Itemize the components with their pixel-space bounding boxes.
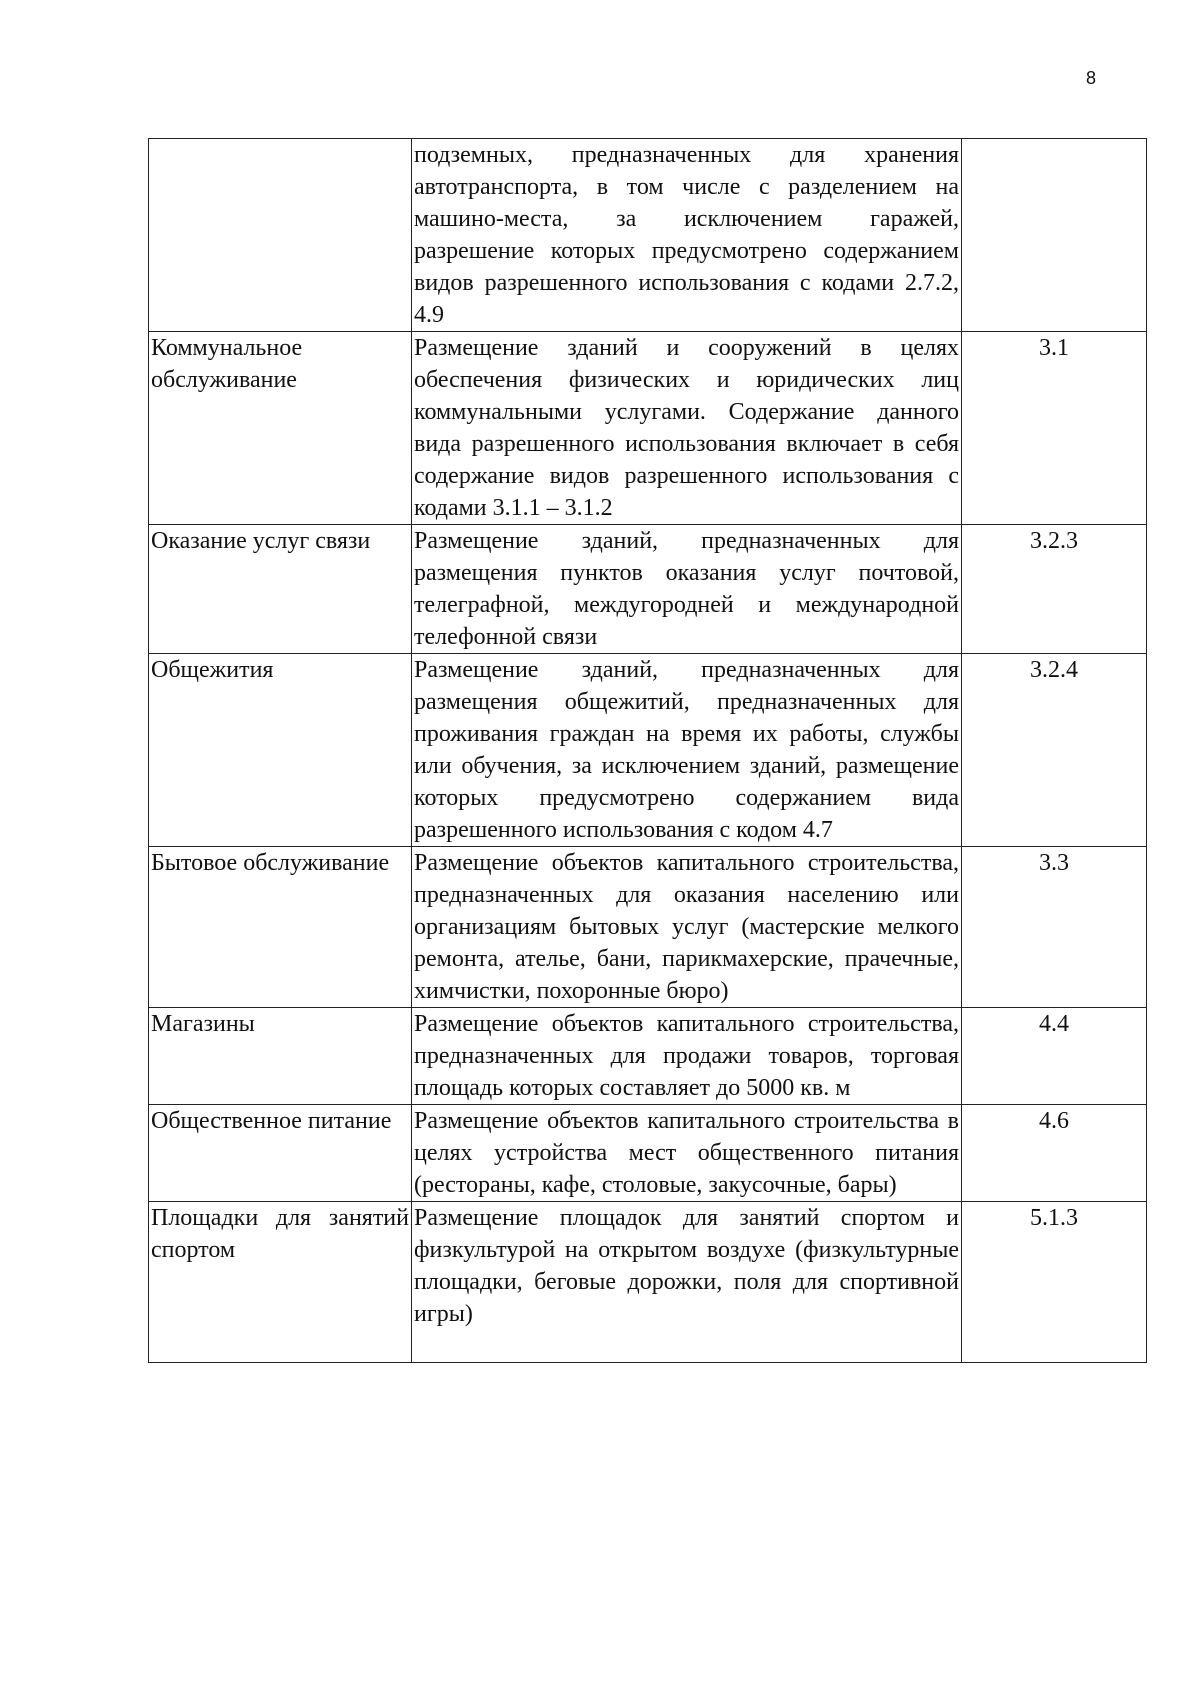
use-type-description: Размещение объектов капитального строительства в целях устройства мест общественного питания (рестораны, кафе, столовые, закусочные, бары) <box>412 1105 962 1202</box>
use-type-name: Коммунальное обслуживание <box>149 332 412 525</box>
use-type-name <box>149 139 412 332</box>
table-row <box>149 332 1147 525</box>
use-type-description: Размещение зданий и сооружений в целях обеспечения физических и юридических лиц коммунальными услугами. Содержание данного вида разрешенного использования включает в себя содержание видов разрешенного использования с кодами 3.1.1 – 3.1.2 <box>412 332 962 525</box>
page-number: 8 <box>1086 68 1097 88</box>
use-type-code: 3.1 <box>962 332 1147 525</box>
table-row <box>149 525 1147 654</box>
use-type-name: Общежития <box>149 654 412 847</box>
use-type-name: Магазины <box>149 1008 412 1105</box>
table-row <box>149 1202 1147 1363</box>
table-row <box>149 654 1147 847</box>
use-type-name: Оказание услуг связи <box>149 525 412 654</box>
use-type-name: Общественное питание <box>149 1105 412 1202</box>
use-type-description: Размещение зданий, предназначенных для размещения общежитий, предназначенных для проживания граждан на время их работы, службы или обучения, за исключением зданий, размещение которых предусмотрено содержанием вида разрешенного использования с кодом 4.7 <box>412 654 962 847</box>
table-row <box>149 1008 1147 1105</box>
use-type-code: 4.4 <box>962 1008 1147 1105</box>
use-type-code: 5.1.3 <box>962 1202 1147 1363</box>
table-row <box>149 1105 1147 1202</box>
table-row <box>149 139 1147 332</box>
use-type-code: 4.6 <box>962 1105 1147 1202</box>
use-type-code: 3.2.4 <box>962 654 1147 847</box>
use-type-description: Размещение площадок для занятий спортом и физкультурой на открытом воздухе (физкультурные площадки, беговые дорожки, поля для спортивной игры) <box>412 1202 962 1363</box>
use-type-description: Размещение объектов капитального строительства, предназначенных для продажи товаров, торговая площадь которых составляет до 5000 кв. м <box>412 1008 962 1105</box>
table-row <box>149 847 1147 1008</box>
use-type-name: Площадки для занятий спортом <box>149 1202 412 1363</box>
use-type-code: 3.3 <box>962 847 1147 1008</box>
use-type-description: Размещение зданий, предназначенных для размещения пунктов оказания услуг почтовой, телеграфной, междугородней и международной телефонной связи <box>412 525 962 654</box>
use-type-description: Размещение объектов капитального строительства, предназначенных для оказания населению или организациям бытовых услуг (мастерские мелкого ремонта, ателье, бани, парикмахерские, прачечные, химчистки, похоронные бюро) <box>412 847 962 1008</box>
use-type-code: 3.2.3 <box>962 525 1147 654</box>
use-type-name: Бытовое обслуживание <box>149 847 412 1008</box>
land-use-table <box>148 138 1147 1363</box>
use-type-code <box>962 139 1147 332</box>
use-type-description: подземных, предназначенных для хранения автотранспорта, в том числе с разделением на машино-места, за исключением гаражей, разрешение которых предусмотрено содержанием видов разрешенного использования с кодами 2.7.2, 4.9 <box>412 139 962 332</box>
